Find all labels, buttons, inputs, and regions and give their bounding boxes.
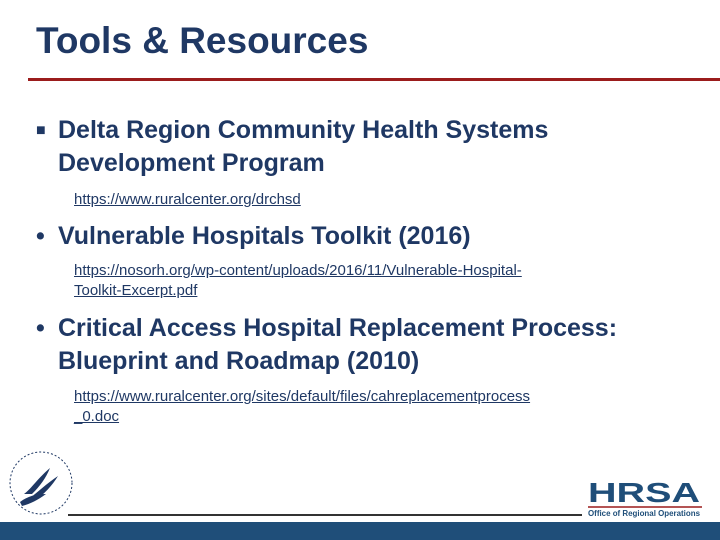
link-vulnerable-toolkit-line1[interactable]: https://nosorh.org/wp-content/uploads/2016/11/Vulnerable-Hospital- (74, 262, 522, 279)
square-bullet-icon: ■ (36, 122, 46, 139)
footer-bar (0, 522, 720, 540)
bullet-text-line1: Vulnerable Hospitals Toolkit (2016) (58, 222, 471, 250)
link-cah-process-line1[interactable]: https://www.ruralcenter.org/sites/default/files/cahreplacementprocess (74, 388, 531, 405)
bullet-text-line1: Delta Region Community Health Systems (58, 116, 549, 144)
link-drchsd[interactable]: https://www.ruralcenter.org/drchsd (74, 191, 301, 208)
link-vulnerable-toolkit-line2[interactable]: Toolkit-Excerpt.pdf (74, 282, 198, 299)
link-cah-process-line2[interactable]: _0.doc (74, 408, 120, 425)
slide-title: Tools & Resources (36, 20, 369, 61)
hrsa-logo-subtitle: Office of Regional Operations (588, 509, 701, 518)
hrsa-logo (588, 478, 702, 518)
hrsa-logo-text: HRSA (588, 478, 700, 508)
bullet-text-line2: Development Program (58, 149, 325, 177)
hhs-seal-icon (6, 448, 76, 518)
round-bullet-icon: • (36, 314, 45, 342)
footer-divider (68, 514, 582, 516)
title-divider (28, 78, 720, 81)
bullet-text-line1: Critical Access Hospital Replacement Process: (58, 314, 618, 342)
round-bullet-icon: • (36, 222, 45, 250)
bullet-text-line2: Blueprint and Roadmap (2010) (58, 347, 420, 375)
